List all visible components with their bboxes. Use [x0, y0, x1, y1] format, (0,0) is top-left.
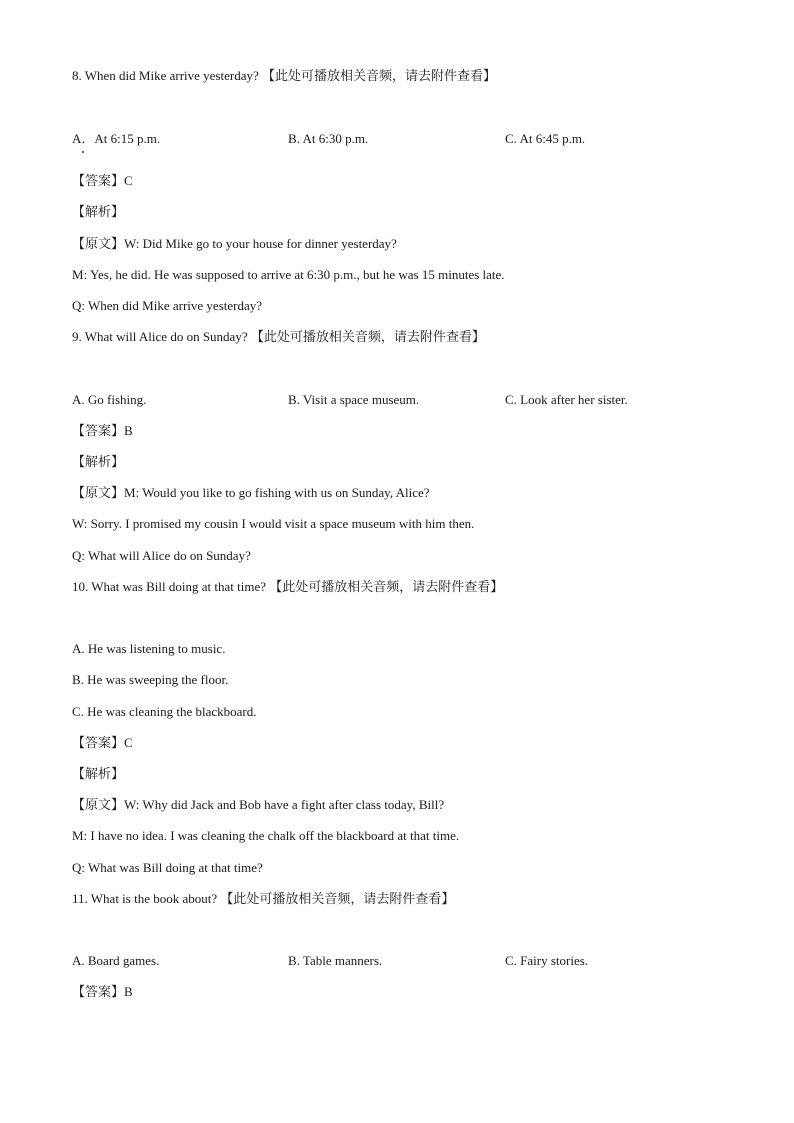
q8-option-a: A．At 6:15 p.m. — [72, 131, 161, 146]
q11-answer — [72, 984, 133, 1001]
q8-answer — [72, 173, 133, 190]
question-8: 8. When did Mike arrive yesterday? 【此处可播放相关音频，请去附件查看】 — [72, 68, 496, 83]
q10-transcript-line-2: M: I have no idea. I was cleaning the chalk off the blackboard at that time. — [72, 828, 460, 843]
question-11: 11. What is the book about? 【此处可播放相关音频，请去附件查看】 — [72, 891, 455, 906]
q10-answer — [72, 735, 133, 752]
q9-analysis — [72, 454, 124, 471]
q10-transcript-line-3: Q: What was Bill doing at that time? — [72, 860, 263, 875]
question-10: 10. What was Bill doing at that time? 【此处可播放相关音频，请去附件查看】 — [72, 579, 504, 594]
transcript-tag: 【原文】 — [72, 486, 125, 501]
transcript-tag: 【原文】 — [72, 798, 125, 813]
q8-option-b: B. At 6:30 p.m. — [288, 131, 369, 146]
q11-option-c: C. Fairy stories. — [505, 953, 589, 968]
transcript-text: W: Did Mike go to your house for dinner yesterday? — [124, 236, 397, 251]
q8-transcript-line-2: M: Yes, he did. He was supposed to arrive at 6:30 p.m., but he was 15 minutes late. — [72, 267, 505, 282]
q10-transcript-line-1 — [72, 797, 444, 814]
answer-tag: 【答案】 — [72, 174, 125, 189]
q9-option-b: B. Visit a space museum. — [288, 392, 420, 407]
analysis-tag: 【解析】 — [72, 455, 125, 470]
q10-option-a: A. He was listening to music. — [72, 641, 226, 656]
answer-value: C — [124, 735, 133, 750]
answer-tag: 【答案】 — [72, 424, 125, 439]
transcript-text: M: Would you like to go fishing with us on Sunday, Alice? — [124, 485, 430, 500]
bullet-dot — [82, 151, 84, 153]
answer-value: C — [124, 173, 133, 188]
q10-option-b: B. He was sweeping the floor. — [72, 672, 229, 687]
q10-option-c: C. He was cleaning the blackboard. — [72, 704, 257, 719]
transcript-text: W: Why did Jack and Bob have a fight after class today, Bill? — [124, 797, 445, 812]
q8-analysis — [72, 204, 124, 221]
answer-tag: 【答案】 — [72, 985, 125, 1000]
q8-transcript-line-3: Q: When did Mike arrive yesterday? — [72, 298, 262, 313]
answer-value: B — [124, 984, 133, 999]
analysis-tag: 【解析】 — [72, 205, 125, 220]
transcript-tag: 【原文】 — [72, 237, 125, 252]
q8-option-c: C. At 6:45 p.m. — [505, 131, 586, 146]
q11-option-b: B. Table manners. — [288, 953, 383, 968]
question-9: 9. What will Alice do on Sunday? 【此处可播放相关音频，请去附件查看】 — [72, 329, 485, 344]
q9-transcript-line-3: Q: What will Alice do on Sunday? — [72, 548, 251, 563]
answer-tag: 【答案】 — [72, 736, 125, 751]
q9-transcript-line-2: W: Sorry. I promised my cousin I would visit a space museum with him then. — [72, 516, 475, 531]
answer-value: B — [124, 423, 133, 438]
q9-option-a: A. Go fishing. — [72, 392, 147, 407]
analysis-tag: 【解析】 — [72, 767, 125, 782]
q9-option-c: C. Look after her sister. — [505, 392, 628, 407]
q10-analysis — [72, 766, 124, 783]
q8-transcript-line-1 — [72, 236, 397, 253]
q11-option-a: A. Board games. — [72, 953, 160, 968]
q9-answer — [72, 423, 133, 440]
q9-transcript-line-1 — [72, 485, 430, 502]
